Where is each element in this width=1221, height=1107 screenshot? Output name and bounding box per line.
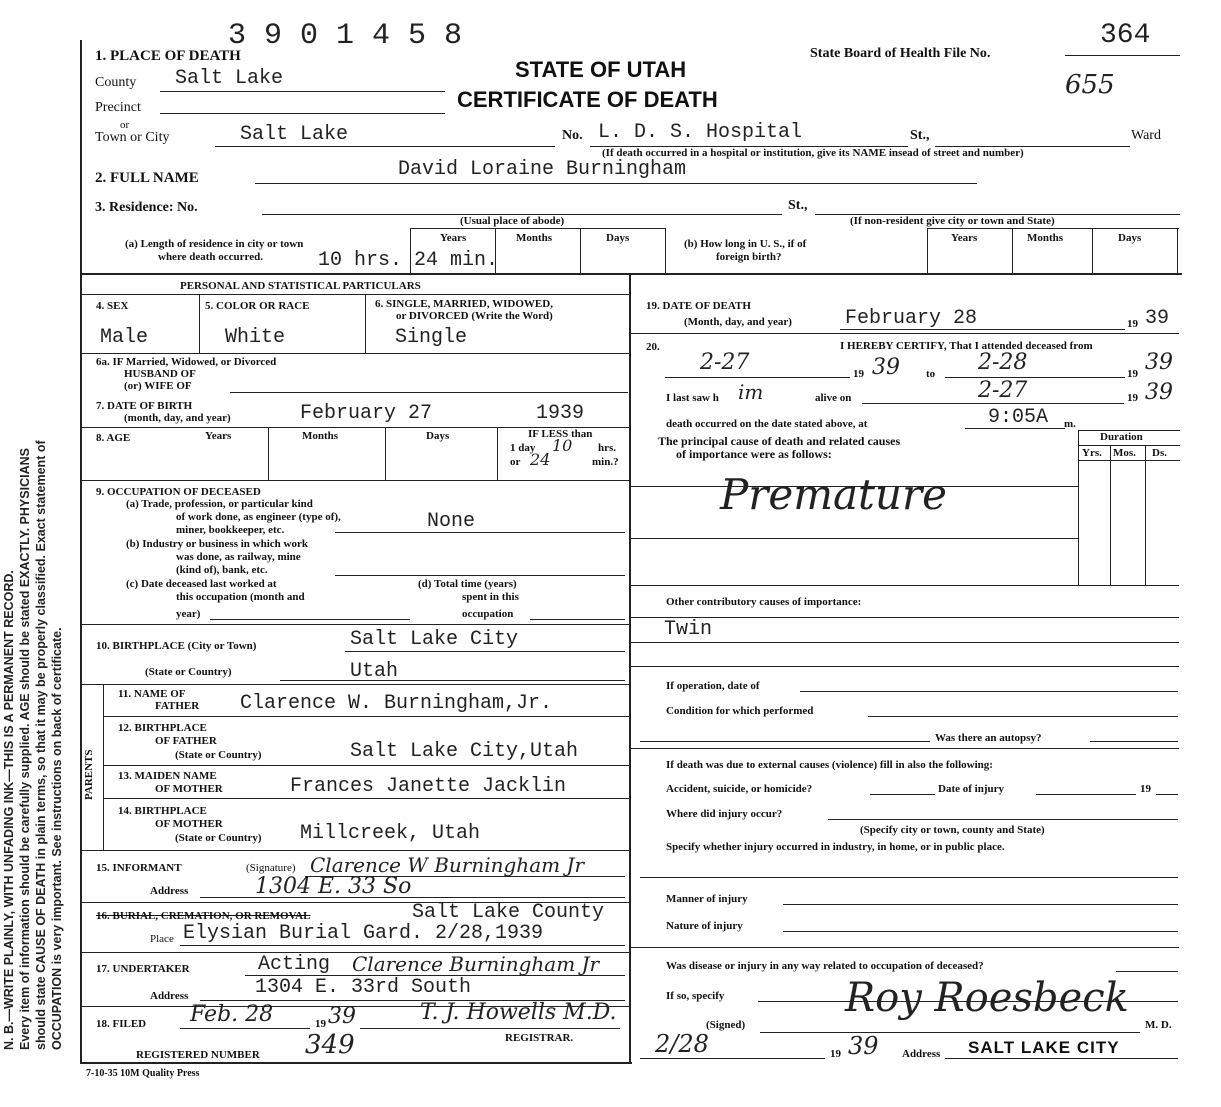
dob-year: 1939 [536,402,585,425]
age-minutes: 24 [530,450,551,469]
file-number-handwritten: 655 [1065,70,1115,100]
death-time-m-label: m. [1064,418,1076,430]
age-months: Months [302,430,339,442]
duration-months: Mos. [1113,447,1136,459]
attended-to-label: to [926,368,936,380]
duration-days: Ds. [1152,447,1167,459]
full-name-label: 2. FULL NAME [95,170,199,186]
date-injury-label: Date of injury [938,783,1004,795]
precinct-label: Precinct [95,100,141,115]
death-occurred-label: death occurred on the date stated above, at [666,418,868,430]
state-title: STATE OF UTAH [515,57,687,82]
undertaker-address-label: Address [150,990,189,1002]
filed-date: Feb. 28 [190,1002,274,1027]
last-saw-pronoun: im [738,380,764,404]
attended-from-year-prefix: 19 [853,368,864,380]
filed-year: 39 [328,1004,356,1029]
occupation-disease-label: Was disease or injury in any way related to occupation of deceased? [666,960,984,972]
date-of-death-year-prefix: 19 [1127,318,1138,330]
alive-on-label: alive on [815,392,852,404]
place-of-death-label: 1. PLACE OF DEATH [95,48,241,64]
undertaker-signature: Clarence Burningham Jr [352,952,600,976]
spouse-label: 6a. IF Married, Widowed, or Divorced [96,356,277,368]
husband-of-label: HUSBAND OF [124,368,196,380]
mother-birthplace-label-3: (State or Country) [175,832,262,844]
age-label: 8. AGE [96,432,131,444]
marital-label: 6. SINGLE, MARRIED, WIDOWED, [375,298,553,310]
town-label: Town or City [95,130,170,145]
bottom-border [80,1062,632,1064]
date-of-death-value: February 28 [845,307,978,330]
form-left-border [80,40,82,1062]
where-injury-label: Where did injury occur? [666,808,783,820]
md-label: M. D. [1145,1019,1172,1031]
duration-years: Yrs. [1082,447,1102,459]
mother-birthplace-value: Millcreek, Utah [300,822,481,845]
registrar-signature: T. J. Howells M.D. [420,1000,617,1025]
print-line: 7-10-35 10M Quality Press [86,1068,200,1079]
occupation-value: None [427,510,476,533]
length-years-header: Years [440,232,467,244]
age-or: or [510,456,521,468]
margin-note-line-1: N. B.—WRITE PLAINLY, WITH UNFADING INK—THIS IS A PERMANENT RECORD. [2,570,16,1050]
age-min-label: min.? [592,456,619,468]
age-hrs-label: hrs. [598,442,617,454]
alive-year-prefix: 19 [1127,392,1138,404]
marital-value: Single [395,326,468,349]
us-residence-label-2: foreign birth? [716,251,782,263]
margin-note-line-2: Every item of information should be carefully supplied. AGE should be stated EXACTLY. PHYSICIANS [18,448,32,1050]
parents-vertical-label: PARENTS [83,749,95,800]
dob-sublabel: (month, day, and year) [124,412,231,424]
attended-from: 2-27 [700,350,750,375]
file-number-label: State Board of Health File No. [810,46,991,61]
alive-on-value: 2-27 [978,378,1028,403]
us-residence-label: (b) How long in U. S., if of [684,238,807,250]
filed-year-prefix: 19 [315,1018,326,1030]
registered-number: 349 [305,1030,355,1060]
signed-date: 2/28 [655,1030,709,1058]
birthplace-city: Salt Lake City [350,628,519,651]
attended-to-year: 39 [1145,350,1173,375]
external-causes-label: If death was due to external causes (violence) fill in also the following: [666,759,993,771]
occupation-d2: spent in this [462,591,519,603]
margin-note-line-3: should state CAUSE OF DEATH in plain terms, so that it may be properly classified. Exact statement of [34,440,48,1050]
birthplace-state: Utah [350,660,399,683]
sex-label: 4. SEX [96,300,129,312]
nature-injury-label: Nature of injury [666,920,743,932]
race-value: White [225,326,286,349]
wife-of-label: (or) WIFE OF [124,380,192,392]
signed-label: (Signed) [706,1019,746,1031]
attended-to: 2-28 [978,350,1028,375]
sex-value: Male [100,326,149,349]
personal-header: PERSONAL AND STATISTICAL PARTICULARS [180,280,421,292]
length-days-header: Days [606,232,630,244]
mother-name-label-2: OF MOTHER [155,783,223,795]
address-label: Address [902,1048,941,1060]
center-divider [629,273,631,1063]
certificate-title: CERTIFICATE OF DEATH [457,87,718,112]
undertaker-value: Acting [258,953,331,976]
length-residence-label-2: where death occurred. [158,251,263,263]
specify-city-note: (Specify city or town, county and State) [860,824,1045,836]
occupation-c1: (c) Date deceased last worked at [126,578,277,590]
date-of-death-sublabel: (Month, day, and year) [684,316,792,328]
informant-address-label: Address [150,885,189,897]
occupation-label: 9. OCCUPATION OF DECEASED [96,486,261,498]
informant-address: 1304 E. 33 So [255,874,412,899]
father-birthplace-label-3: (State or Country) [175,749,262,761]
autopsy-label: Was there an autopsy? [935,732,1042,744]
us-days-header: Days [1118,232,1142,244]
if-so-specify-label: If so, specify [666,990,725,1002]
birthplace-label: 10. BIRTHPLACE (City or Town) [96,640,257,652]
marital-label-2: or DIVORCED (Write the Word) [396,310,553,322]
occupation-a2: of work done, as engineer (type of), [176,511,341,523]
registrar-label: REGISTRAR. [505,1032,574,1044]
specify-industry-label: Specify whether injury occurred in industry, in home, or in public place. [666,841,1005,853]
length-residence-label: (a) Length of residence in city or town [125,238,304,250]
alive-year: 39 [1145,380,1173,405]
age-days: Days [426,430,450,442]
undertaker-address: 1304 E. 33rd South [255,976,472,999]
or-label: or [120,119,130,131]
other-causes-label: Other contributory causes of importance: [666,596,862,608]
county-value: Salt Lake [175,67,284,90]
file-number: 364 [1100,20,1151,51]
occupation-c2: this occupation (month and [176,591,305,603]
age-one-day: 1 day [510,442,536,454]
informant-signature-label: (Signature) [246,862,296,874]
manner-injury-label: Manner of injury [666,893,748,905]
condition-label: Condition for which performed [666,705,814,717]
signed-year-prefix: 19 [830,1048,841,1060]
mother-name-label: 13. MAIDEN NAME [118,770,217,782]
county-label: County [95,75,137,90]
occupation-d1: (d) Total time (years) [418,578,517,590]
mother-birthplace-label-2: OF MOTHER [155,818,223,830]
age-if-less: IF LESS than [528,428,593,440]
certify-number: 20. [646,341,660,353]
certificate-number: 3901458 [228,19,481,53]
father-name-label-2: FATHER [155,700,200,712]
father-birthplace-label: 12. BIRTHPLACE [118,722,207,734]
last-saw-label: I last saw h [666,392,719,404]
full-name-value: David Loraine Burningham [398,158,687,181]
mother-name-value: Frances Janette Jacklin [290,775,567,798]
length-months-header: Months [516,232,553,244]
occupation-b1: (b) Industry or business in which work [126,538,308,550]
town-value: Salt Lake [240,123,349,146]
ward-label: Ward [1131,128,1161,143]
attended-to-year-prefix: 19 [1127,368,1138,380]
occupation-b2: was done, as railway, mine [176,551,301,563]
father-birthplace-value: Salt Lake City,Utah [350,740,579,763]
cause-label: The principal cause of death and related causes [658,434,901,448]
physician-signature: Roy Roesbeck [845,975,1129,1021]
duration-label: Duration [1100,431,1143,443]
margin-note-line-4: OCCUPATION is very important. See instructions on back of certificate. [50,627,64,1050]
burial-label: 16. BURIAL, CREMATION, OR REMOVAL [96,910,311,922]
usual-abode-note: (Usual place of abode) [460,215,565,227]
other-causes-value: Twin [664,618,713,641]
accident-label: Accident, suicide, or homicide? [666,783,813,795]
injury-year-prefix: 19 [1140,783,1151,795]
birthplace-state-label: (State or Country) [145,666,232,678]
personal-top-border [80,273,1182,275]
informant-signature: Clarence W Burningham Jr [310,853,585,877]
operation-label: If operation, date of [666,680,760,692]
father-birthplace-label-2: OF FATHER [155,735,217,747]
attended-from-year: 39 [872,355,900,380]
date-of-death-label: 19. DATE OF DEATH [646,300,751,312]
occupation-c3: year) [176,608,201,620]
age-years: Years [205,430,232,442]
nonresident-note: (If non-resident give city or town and State) [850,215,1055,227]
dob-value: February 27 [300,402,433,425]
race-label: 5. COLOR OR RACE [205,300,310,312]
informant-label: 15. INFORMANT [96,862,182,874]
street-label: St., [910,128,930,143]
no-label: No. [562,128,583,143]
father-name-label: 11. NAME OF [118,688,186,700]
certify-text: I HEREBY CERTIFY, That I attended deceased from [840,340,1093,352]
institution-value: L. D. S. Hospital [598,121,803,144]
dob-label: 7. DATE OF BIRTH [96,400,193,412]
occupation-b3: (kind of), bank, etc. [176,564,268,576]
occupation-a1: (a) Trade, profession, or particular kind [126,498,313,510]
undertaker-label: 17. UNDERTAKER [96,963,190,975]
burial-place: Elysian Burial Gard. 2/28,1939 [183,922,544,945]
hospital-note: (If death occurred in a hospital or institution, give its NAME insead of street and number) [602,147,1024,159]
death-time: 9:05A [988,406,1049,429]
mother-birthplace-label: 14. BIRTHPLACE [118,805,207,817]
signed-year: 39 [848,1032,879,1060]
burial-place-label: Place [150,933,174,945]
physician-address: SALT LAKE CITY [968,1038,1120,1057]
occupation-d3: occupation [462,608,514,620]
us-years-header: Years [951,232,978,244]
date-of-death-year: 39 [1145,307,1170,330]
registered-number-label: REGISTERED NUMBER [136,1049,260,1061]
age-hours: 10 [552,436,573,455]
burial-value: Salt Lake County [412,901,605,924]
residence-street-label: St., [788,198,808,213]
us-months-header: Months [1027,232,1064,244]
cause-label-2: of importance were as follows: [676,447,832,461]
length-residence-value: 10 hrs. 24 min. [318,249,499,272]
occupation-a3: miner, bookkeeper, etc. [176,524,285,536]
cause-of-death: Premature [720,470,947,519]
residence-label: 3. Residence: No. [95,200,198,215]
filed-label: 18. FILED [96,1018,147,1030]
father-name-value: Clarence W. Burningham,Jr. [240,692,553,715]
